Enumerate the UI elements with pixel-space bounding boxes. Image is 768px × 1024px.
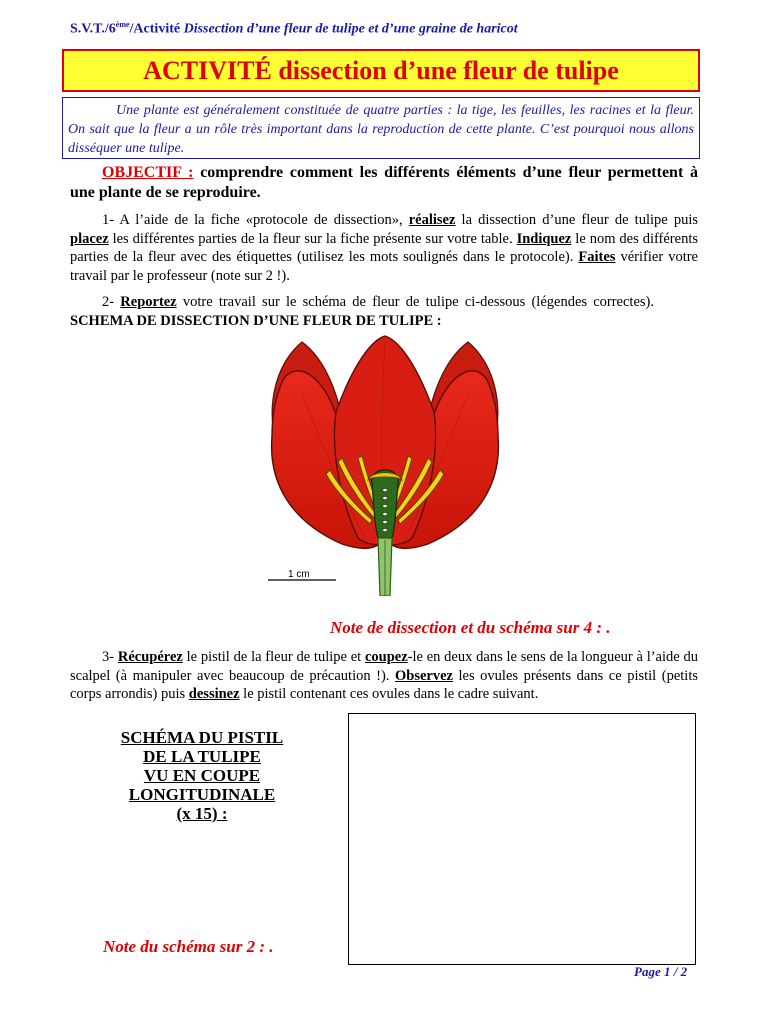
step-3-text: 3- xyxy=(102,649,118,665)
pistil-title-line: LONGITUDINALE xyxy=(128,785,276,804)
keyword-observez: Observez xyxy=(394,667,453,684)
pistil-schema-title xyxy=(96,728,308,823)
pistil-title-line: SCHÉMA DU PISTIL xyxy=(120,728,284,747)
header-activity-label: /Activité xyxy=(129,21,184,37)
step-1-text: les différentes parties de la fleur sur la fiche présente sur votre table. xyxy=(108,230,517,247)
keyword-realisez: réalisez xyxy=(408,212,456,228)
intro-box xyxy=(62,97,700,159)
scale-bar-label: 1 cm xyxy=(288,569,310,580)
keyword-coupez: coupez xyxy=(364,649,408,665)
step-3-text: le pistil de la fleur de tulipe et xyxy=(182,649,365,665)
step-1-text: vérifier votre travail par le professeur (note sur 2 !). xyxy=(70,249,698,284)
step-1-text: le nom des différents parties de la fleur avec des étiquettes (utilisez les mots soulignés dans le protocole). xyxy=(70,230,698,265)
step-3-text: -le en deux dans le sens de la longueur à l’aide du scalpel (à manipuler avec beaucoup de précaution !). xyxy=(70,649,698,684)
page-number: Page 1 / 2 xyxy=(634,964,688,979)
objective xyxy=(70,163,698,203)
step-3 xyxy=(70,648,698,704)
objective-label: OBJECTIF : xyxy=(102,164,194,181)
objective-text: comprendre comment les différents éléments d’une fleur permettent à une plante de se reproduire. xyxy=(70,164,699,201)
page-title: ACTIVITÉ dissection d’une fleur de tulipe xyxy=(143,55,619,85)
header-prefix: S.V.T./6 xyxy=(70,21,116,37)
step-2-text: votre travail sur le schéma de fleur de tulipe ci-dessous (légendes correctes). xyxy=(176,294,654,310)
step-3-text: le pistil contenant ces ovules dans le cadre suivant. xyxy=(239,686,539,702)
keyword-recuperez: Récupérez xyxy=(117,649,183,665)
step-1-text: la dissection d’une fleur de tulipe puis xyxy=(455,212,698,228)
step-2 xyxy=(70,293,698,330)
step-2-text: 2- xyxy=(102,294,121,310)
keyword-reportez: Reportez xyxy=(120,294,177,310)
schema-title: SCHEMA DE DISSECTION D’UNE FLEUR DE TULIPE : xyxy=(70,312,442,329)
title-box xyxy=(62,49,700,92)
keyword-faites: Faites xyxy=(578,249,616,265)
note-dissection-schema: Note de dissection et du schéma sur 4 : . xyxy=(330,618,611,637)
step-3-text: les ovules présents dans ce pistil (petits corps arrondis) puis xyxy=(70,667,698,702)
keyword-dessinez: dessinez xyxy=(188,686,240,702)
keyword-indiquez: Indiquez xyxy=(516,230,572,247)
note-schema: Note du schéma sur 2 : . xyxy=(103,937,274,956)
header-superscript: ème xyxy=(115,20,130,29)
tulip-dissection-illustration xyxy=(262,334,508,596)
step-1-text: 1- A l’aide de la fiche «protocole de dissection», xyxy=(102,212,409,228)
header-subject: Dissection d’une fleur de tulipe et d’une graine de haricot xyxy=(183,21,518,37)
step-1 xyxy=(70,211,698,285)
page-header xyxy=(70,20,518,38)
intro-text: Une plante est généralement constituée de quatre parties : la tige, les feuilles, les racines et la fleur. On sait que la fleur a un rôle très important dans la reproduction de cette plante. C’est pourquoi nous allons disséquer une tulipe. xyxy=(68,103,694,156)
pistil-title-line: VU EN COUPE xyxy=(143,766,261,785)
keyword-placez: placez xyxy=(70,230,109,247)
pistil-title-line: (x 15) : xyxy=(176,804,228,823)
pistil-title-line: DE LA TULIPE xyxy=(143,747,261,766)
pistil-drawing-frame[interactable] xyxy=(348,713,696,965)
pistil xyxy=(372,470,399,538)
